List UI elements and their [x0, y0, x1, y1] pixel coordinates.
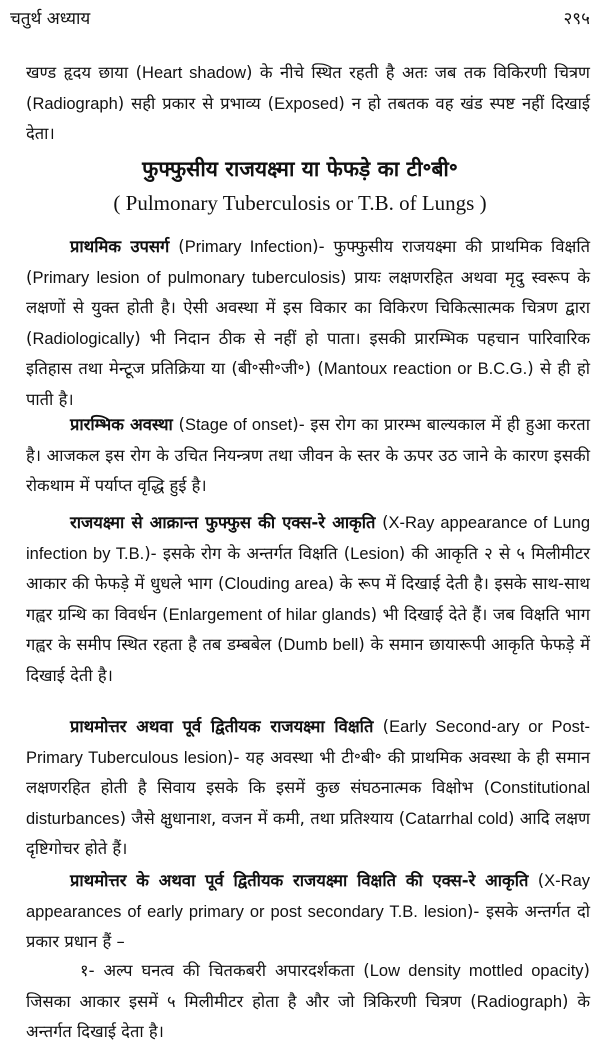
english-term: Mantoux reaction or B.C.G. [323, 360, 528, 378]
page-header [10, 6, 590, 32]
english-term: Early Second-ary or Post-Primary Tuberculous lesion [26, 718, 591, 767]
text: ) जिसका आकार इसमें ५ मिलीमीटर होता है और जो त्रिकिरणी चित्रण ( [26, 961, 590, 1011]
text: ) आदि लक्षण दृष्टिगोचर होते हैं। [26, 808, 591, 858]
text: ( [178, 415, 185, 434]
english-term: Exposed [274, 94, 339, 113]
paragraph-heading: प्राथमिक उपसर्ग [70, 237, 170, 256]
text: ) के नीचे स्थित रहती है अतः जब तक विकिरणी चित्रण ( [26, 63, 590, 113]
paragraph-xray-early-lesion [26, 866, 590, 958]
paragraph-primary-infection [26, 232, 590, 415]
paragraph-heading: प्रारम्भिक अवस्था [70, 415, 173, 434]
text: ) से ही हो पाती है। [26, 359, 590, 409]
section-title-hindi: फुफ्फुसीय राजयक्ष्मा या फेफड़े का टी॰बी॰ [142, 157, 458, 181]
paragraph-heading: राजयक्ष्मा से आक्रान्त फुफ्फुस की एक्स-रे आकृति [70, 513, 376, 532]
paragraph-heading: प्राथमोत्तर अथवा पूर्व द्वितीयक राजयक्ष्मा विक्षति [70, 717, 374, 736]
intro-paragraph [26, 58, 590, 150]
text: ( [382, 717, 390, 736]
english-term: Primary Infection [184, 238, 313, 256]
text: ) भी दिखाई देते हैं। जब विक्षति भाग गह्वर के समीप स्थित रहता है तब डम्बबेल ( [26, 604, 590, 654]
text: )- इसके रोग के अन्तर्गत विक्षति ( [144, 543, 351, 563]
text: )- फुफ्फुसीय राजयक्ष्मा की प्राथमिक विक्षति ( [26, 237, 591, 287]
english-term: Dumb bell [283, 636, 359, 654]
english-term: Enlargement of hilar glands [168, 605, 371, 624]
section-title-english: ( Pulmonary Tuberculosis or T.B. of Lungs ) [113, 191, 487, 215]
text: ) प्रायः लक्षणरहित अथवा मृदु स्वरूप के लक्षणों से युक्त होती है। ऐसी अवस्था में इस विकार का विकिरण चिकित्सात्मक चित्रण द्वारा ( [26, 267, 590, 348]
text: ) न हो तबतक वह खंड स्पष्ट नहीं दिखाई देता। [26, 93, 591, 143]
english-term: Stage of onset [184, 416, 293, 434]
paragraph-stage-of-onset [26, 410, 590, 502]
english-term: Lesion [350, 544, 399, 563]
text: ( [178, 237, 185, 256]
text: )- यह अवस्था भी टी॰बी॰ की प्राथमिक अवस्था के ही समान लक्षणरहित होती है सिवाय इसके कि इसमें कुछ संघठनात्मक विक्षोभ ( [26, 747, 591, 797]
text: ) की आकृति २ से ५ मिलीमीटर आकार की फेफड़े में धुधले भाग ( [26, 543, 591, 593]
paragraph-low-density-opacity [26, 956, 590, 1048]
paragraph-post-primary-lesion [26, 712, 590, 865]
text: १- अल्प घनत्व की चितकबरी अपारदर्शकता ( [80, 961, 370, 980]
paragraph-xray-lung-infection [26, 508, 590, 691]
english-term: Clouding area [224, 575, 328, 593]
text: ( [382, 513, 389, 532]
text: ) के समान छायारूपी आकृति फेफड़े में दिखाई देती है। [26, 635, 590, 685]
text: ( [537, 871, 545, 890]
english-term: Radiograph [32, 94, 118, 113]
english-term: Constitutional disturbances [26, 779, 590, 828]
english-term: Heart shadow [142, 64, 247, 82]
text: ) सही प्रकार से प्रभाव्य ( [117, 93, 275, 113]
text: ) भी निदान ठीक से नहीं हो पाता। इसकी प्रारम्भिक पहचान पारिवारिक इतिहास तथा मेन्टूज प्रतिक्रिया या (बी॰सी॰जी॰) ( [26, 328, 590, 378]
text: )- इसके अन्तर्गत दो प्रकार प्रधान हैं – [26, 901, 590, 951]
english-term: Radiograph [476, 992, 562, 1011]
english-term: Catarrhal cold [405, 809, 508, 828]
text: )- इस रोग का प्रारम्भ बाल्यकाल में ही हुआ करता है। आजकल इस रोग के उचित नियन्त्रण तथा जीवन के स्तर के ऊपर उठ जाने के कारण इसकी रोकथाम में पर्याप्त वृद्धि हुई है। [26, 415, 590, 495]
english-term: Low density mottled opacity [369, 962, 584, 980]
english-term: Primary lesion of pulmonary tuberculosis [32, 268, 341, 287]
paragraph-heading: प्राथमोत्तर के अथवा पूर्व द्वितीयक राजयक्ष्मा विक्षति की एक्स-रे आकृति [70, 871, 529, 890]
chapter-title: चतुर्थ अध्याय [10, 8, 91, 29]
english-term: X-Ray appearance of Lung infection by T.B. [26, 514, 590, 563]
text: खण्ड हृदय छाया ( [26, 63, 143, 82]
text: ) के अन्तर्गत दिखाई देता है। [26, 991, 591, 1041]
text: ) के रूप में दिखाई देती है। इसके साथ-साथ गह्वर ग्रन्थि का विवर्धन ( [26, 574, 590, 624]
english-term: X-Ray appearances of early primary or post secondary T.B. lesion [26, 872, 590, 921]
text: ) जैसे क्षुधानाश, वजन में कमी, तथा प्रतिश्याय ( [119, 808, 406, 828]
page-number: २९५ [563, 8, 590, 29]
english-term: Radiologically [32, 329, 135, 348]
